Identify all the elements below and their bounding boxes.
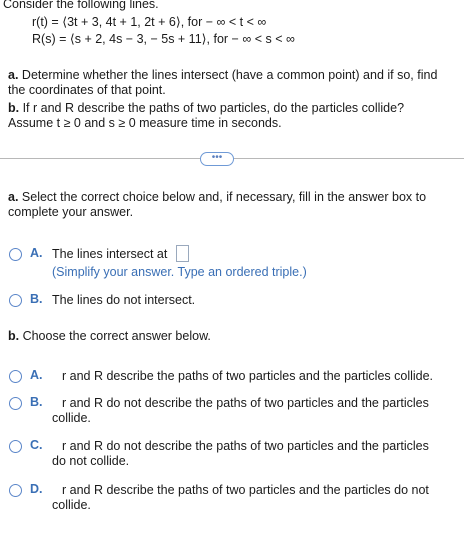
option-b-a-text: r and R describe the paths of two particles and the particles collide. bbox=[62, 369, 434, 383]
radio-a-option-b[interactable] bbox=[9, 294, 22, 307]
option-b-c-text-cont: do not collide. bbox=[52, 454, 130, 468]
radio-b-option-b[interactable] bbox=[9, 397, 22, 410]
radio-b-option-d[interactable] bbox=[9, 484, 22, 497]
line-r-equation: r(t) = ⟨3t + 3, 4t + 1, 2t + 6⟩, for − ∞ < t < ∞ bbox=[32, 15, 267, 29]
option-b-b-text: r and R do not describe the paths of two particles and the particles bbox=[62, 396, 429, 410]
option-b-d-text: r and R describe the paths of two particles and the particles do not bbox=[62, 483, 429, 497]
more-options-button[interactable]: ••• bbox=[200, 152, 234, 166]
section-a-label: a. bbox=[8, 190, 19, 204]
option-b-text: The lines do not intersect. bbox=[52, 293, 196, 307]
option-letter: C. bbox=[30, 438, 43, 452]
option-letter: A. bbox=[30, 368, 43, 382]
part-a-question bbox=[8, 68, 437, 82]
option-b-c-text: r and R do not describe the paths of two particles and the particles bbox=[62, 439, 429, 453]
part-b-label: b. bbox=[8, 101, 20, 115]
part-a-question-cont: the coordinates of that point. bbox=[8, 83, 166, 97]
part-b-question-cont: Assume t ≥ 0 and s ≥ 0 measure time in seconds. bbox=[8, 116, 282, 130]
section-b-prompt bbox=[8, 329, 211, 343]
section-a-prompt-cont: complete your answer. bbox=[8, 205, 134, 219]
option-letter: A. bbox=[30, 246, 43, 260]
ordered-triple-answer-box[interactable] bbox=[176, 245, 189, 262]
option-letter: B. bbox=[30, 395, 43, 409]
line-R-equation: R(s) = ⟨s + 2, 4s − 3, − 5s + 11⟩, for − ∞ < s < ∞ bbox=[32, 32, 295, 46]
part-b-text: If r and R describe the paths of two particles, do the particles collide? bbox=[19, 101, 405, 115]
part-a-label: a. bbox=[8, 68, 19, 82]
section-b-prompt-text: Choose the correct answer below. bbox=[19, 329, 211, 343]
option-letter: B. bbox=[30, 292, 43, 306]
radio-b-option-a[interactable] bbox=[9, 370, 22, 383]
radio-a-option-a[interactable] bbox=[9, 248, 22, 261]
option-a-hint: (Simplify your answer. Type an ordered triple.) bbox=[52, 265, 307, 279]
option-b-b-text-cont: collide. bbox=[52, 411, 91, 425]
option-b-d-text-cont: collide. bbox=[52, 498, 91, 512]
part-a-text: Determine whether the lines intersect (have a common point) and if so, find bbox=[18, 68, 438, 82]
section-b-label: b. bbox=[8, 329, 20, 343]
section-a-prompt bbox=[8, 190, 426, 204]
section-a-prompt-text: Select the correct choice below and, if necessary, fill in the answer box to bbox=[18, 190, 427, 204]
part-b-question bbox=[8, 101, 404, 115]
option-letter: D. bbox=[30, 482, 43, 496]
intro-text: Consider the following lines. bbox=[3, 0, 159, 11]
option-a-text: The lines intersect at bbox=[52, 247, 168, 261]
radio-b-option-c[interactable] bbox=[9, 440, 22, 453]
